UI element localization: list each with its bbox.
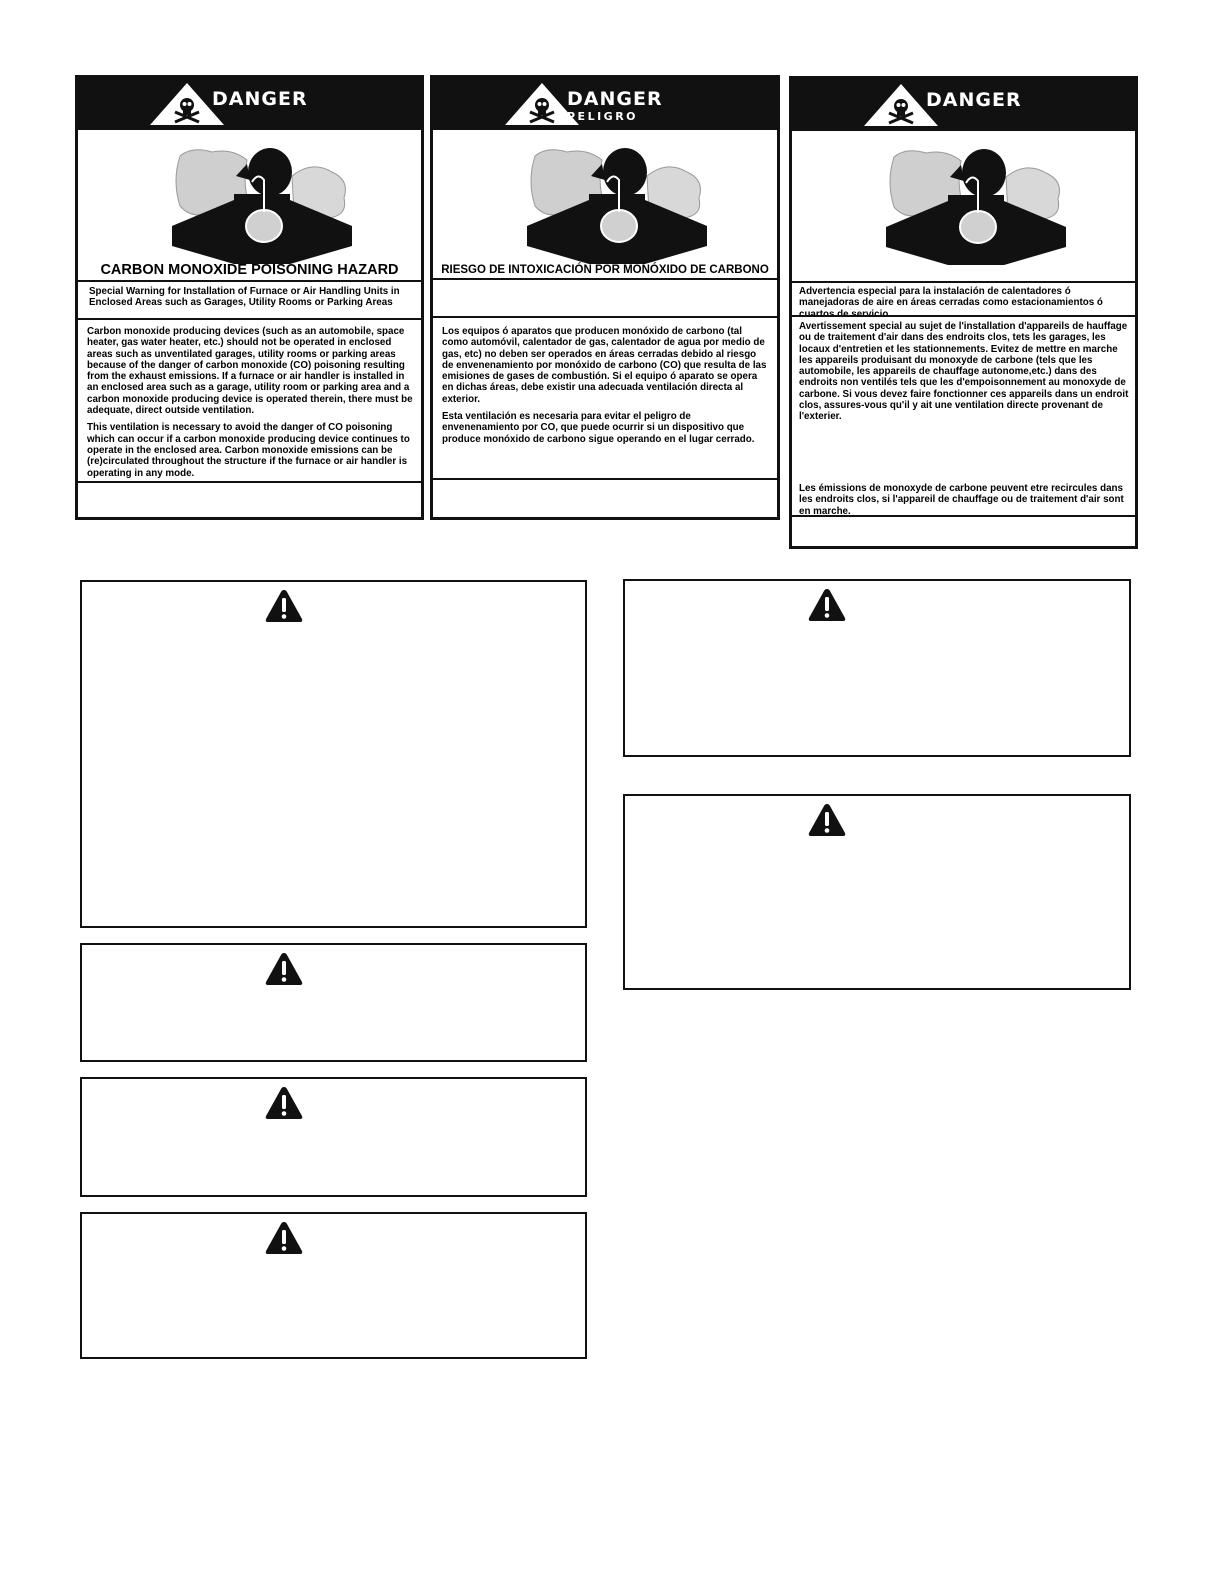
warning-box: [80, 943, 587, 1062]
warning-triangle-icon: [264, 588, 304, 624]
peligro-word: PELIGRO: [567, 110, 639, 123]
divider: [433, 278, 777, 280]
danger-label-spanish: [430, 75, 780, 520]
label-subtitle: Advertencia especial para la instalación de calentadores ó manejadoras de aire en áreas cerradas como estacionamientos ó cuartos de servicio.: [799, 286, 1103, 320]
warning-triangle-icon: [264, 951, 304, 987]
body-paragraph: Esta ventilación es necesaria para evitar el peligro de envenenamiento por CO, que puede ocurrir si un dispositivo que produce monóxido de carbono sigue operando en el lugar cerrado.: [442, 411, 755, 445]
label-body: [87, 326, 415, 485]
warning-triangle-icon: [264, 1220, 304, 1256]
warning-box: [80, 1077, 587, 1197]
danger-word: DANGER: [567, 88, 663, 110]
danger-header: [433, 78, 777, 130]
co-poisoning-pictogram-icon: [886, 147, 1066, 265]
co-poisoning-pictogram-icon: [527, 146, 707, 264]
label-body: [442, 326, 769, 451]
warning-triangle-icon: [807, 802, 847, 838]
label-title: RIESGO DE INTOXICACIÓN POR MONÓXIDO DE CARBONO: [441, 264, 769, 276]
divider: [433, 478, 777, 480]
warning-box: [80, 580, 587, 928]
label-title: CARBON MONOXIDE POISONING HAZARD: [100, 262, 399, 278]
warning-triangle-icon: [264, 1085, 304, 1121]
danger-label-french: [789, 76, 1138, 549]
body-paragraph: Les émissions de monoxyde de carbone peuvent etre recircules dans les endroits clos, si l'appareil de chauffage ou de traitement d'air sont en marche.: [799, 483, 1124, 517]
danger-word: DANGER: [926, 89, 1022, 111]
warning-box: [623, 794, 1131, 990]
co-poisoning-pictogram-icon: [172, 146, 352, 264]
body-paragraph: Los equipos ó aparatos que producen monóxido de carbono (tal como automóvil, calentador de gas, calentador de agua por medio de gas, etc) no deben ser operados en áreas cerradas debido al riesgo de envenenamiento por monóxido de carbono (CO) que resulta de las emisiones de gases de combustión. Si el equipo ó aparato se opera en dichas áreas, debe existir una adecuada ventilación directa al exterior.: [442, 326, 767, 405]
divider: [792, 281, 1135, 283]
divider: [78, 280, 421, 282]
danger-word: DANGER: [212, 88, 308, 110]
warning-box: [80, 1212, 587, 1359]
danger-header: [792, 79, 1135, 131]
divider: [792, 315, 1135, 317]
divider: [78, 481, 421, 483]
divider: [78, 318, 421, 320]
body-paragraph: Carbon monoxide producing devices (such as an automobile, space heater, gas water heater, etc.) should not be operated in enclosed areas such as unventilated garages, utility rooms or parking areas because of the danger of carbon monoxide (CO) poisoning resulting from the exhaust emissions. If a furnace or air handler is installed in an enclosed area such as a garage, utility room or parking area and a carbon monoxide producing device is operated therein, there must be adequate, direct outside ventilation.: [87, 326, 413, 417]
danger-header: [78, 78, 421, 130]
warning-box: [623, 579, 1131, 757]
danger-label-english: [75, 75, 424, 520]
warning-triangle-icon: [807, 587, 847, 623]
body-paragraph: Avertissement special au sujet de l'installation d'appareils de hauffage ou de traitement d'air dans des endroits clos, tets les garages, les locaux d'entretien et les stationnements. Evitez de mettre en marche les appareils produisant du monoxyde de carbone (tels que les automobile, les appareils de chauffage autonome,etc.) dans des endroits non ventilés tels que les d'empoisonnement au monoxyde de carbone. Si vous devez faire fonctionner ces appareils dans un endroit clos, assures-vous qu'il y ait une ventilation directe provenant de l'exterier.: [799, 321, 1129, 423]
body-paragraph: This ventilation is necessary to avoid the danger of CO poisoning which can occur if a carbon monoxide producing device continues to operate in the enclosed area. Carbon monoxide emissions can be (re)circulated throughout the structure if the furnace or air handler is operating in any mode.: [87, 422, 410, 479]
label-body: [799, 321, 1129, 429]
label-subtitle: Special Warning for Installation of Furnace or Air Handling Units in Enclosed Areas such as Garages, Utility Rooms or Parking Areas: [89, 286, 400, 309]
divider: [792, 515, 1135, 517]
divider: [433, 316, 777, 318]
